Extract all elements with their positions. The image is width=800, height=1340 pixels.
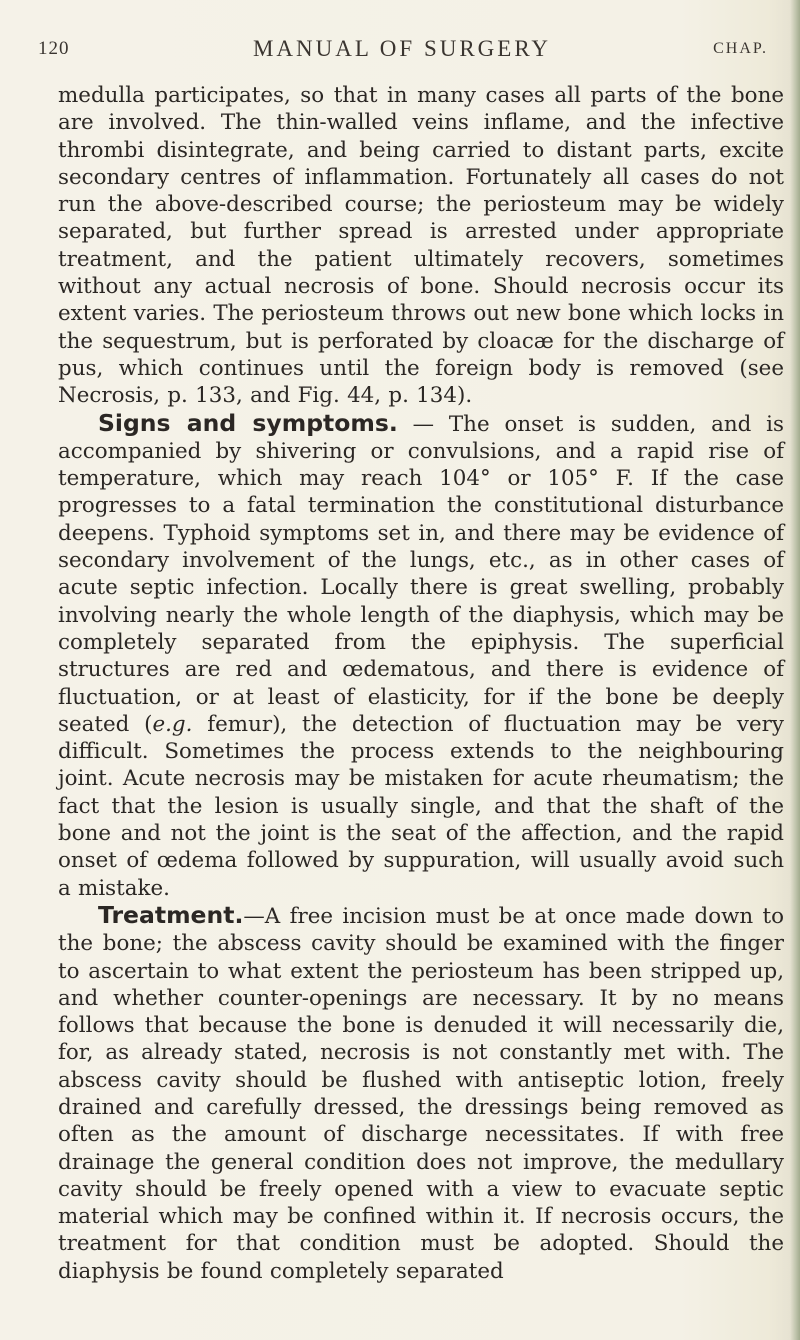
page-edge	[790, 0, 800, 1340]
signs-dash: —	[397, 411, 449, 437]
treatment-text: A free incision must be at once made down to the bone; the abscess cavity should be examined with the finger to ascertain to what extent the periosteum has been stripped up, and whether counter-openings are necessary. It by no means follows that because the bone is denuded it will necessarily die, for, as already stated, necrosis is not constantly met with. The abscess cavity should be flushed with antiseptic lotion, freely drained and carefully dressed, the dressings being removed as often as the amount of discharge necessitates. If with free drainage the general condition does not improve, the medullary cavity should be freely opened with a view to evacuate septic material which may be confined within it. If necrosis occurs, the treatment for that condition must be adopted. Should the diaphysis be found completely separated	[58, 903, 784, 1284]
running-head	[36, 30, 768, 70]
signs-text-part-2: femur), the detection of fluctuation may be very difficult. Sometimes the process extends to the neighbouring joint. Acute necrosis may be mistaken for acute rheumatism; the fact that the lesion is usually single, and that the shaft of the bone and not the joint is the seat of the affection, and the rapid onset of œdema followed by suppuration, will usually avoid such a mistake.	[58, 711, 784, 901]
section-heading-signs: Signs and symptoms.	[98, 408, 398, 437]
paragraph-treatment	[58, 902, 784, 1285]
treatment-dash: —	[243, 903, 265, 929]
paragraph-signs-and-symptoms	[58, 410, 784, 902]
paragraph-continued: medulla participates, so that in many cases all parts of the bone are involved. The thin-walled veins inflame, and the infective thrombi disintegrate, and being carried to distant parts, excite secondary centres of inflammation. Fortunately all cases do not run the above-described course; the periosteum may be widely separated, but further spread is arrested under appropriate treatment, and the patient ultimately recovers, sometimes without any actual necrosis of bone. Should necrosis occur its extent varies. The periosteum throws out new bone which locks in the sequestrum, but is perforated by cloacæ for the discharge of pus, which continues until the foreign body is removed (see Necrosis, p. 133, and Fig. 44, p. 134).	[58, 83, 784, 409]
page-number: 120	[38, 38, 70, 59]
signs-eg-italic: e.g.	[152, 711, 193, 737]
chapter-label: CHAP.	[713, 40, 768, 57]
signs-text-part-1: The onset is sudden, and is accompanied by shivering or convulsions, and a rapid rise of temperature, which may reach 104° or 105° F. If the case progresses to a fatal termination the constitutional disturbance deepens. Typhoid symptoms set in, and there may be evidence of secondary involvement of the lungs, etc., as in other cases of acute septic infection. Locally there is great swelling, probably involving nearly the whole length of the diaphysis, which may be completely separated from the epiphysis. The superficial structures are red and œdematous, and there is evidence of fluctuation, or at least of elasticity, for if the bone be deeply seated (	[58, 411, 784, 737]
section-heading-treatment: Treatment.	[98, 900, 244, 929]
body-text	[58, 82, 784, 1285]
book-title: MANUAL OF SURGERY	[252, 36, 552, 61]
